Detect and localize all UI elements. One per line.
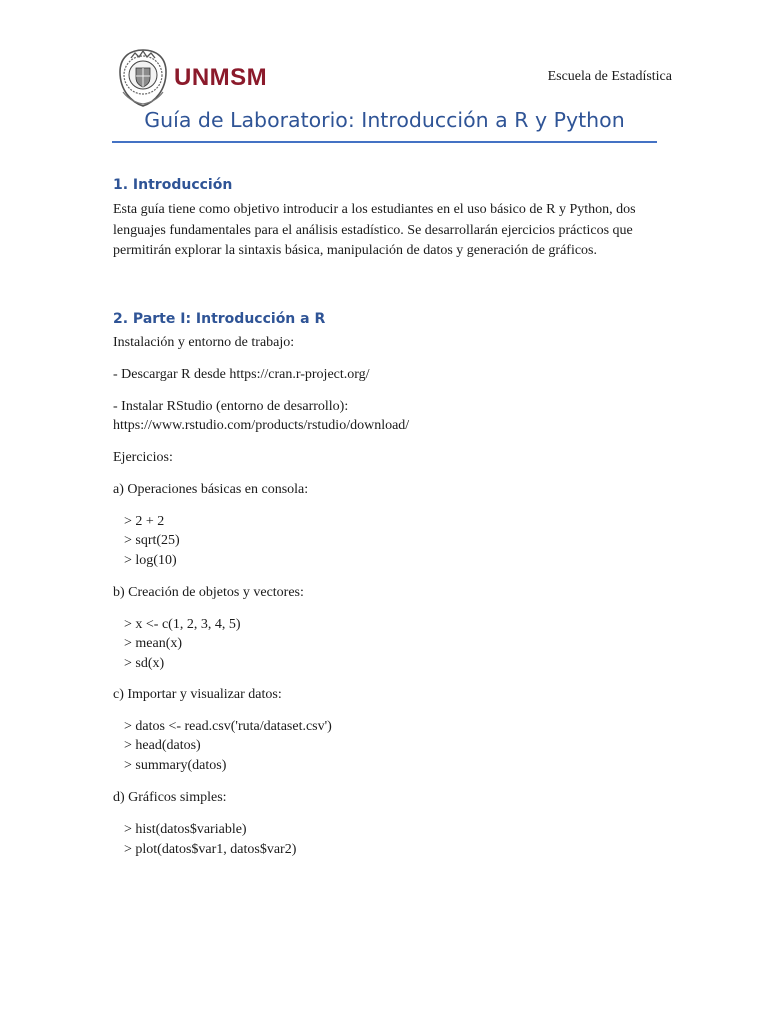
university-seal-icon [117,48,169,108]
code-line: > 2 + 2 [124,514,165,529]
exercise-b-label: b) Creación de objetos y vectores: [113,585,304,600]
code-line: > hist(datos$variable) [124,822,247,837]
install-label: Instalación y entorno de trabajo: [113,335,295,350]
exercise-a-label: a) Operaciones básicas en consola: [113,482,309,497]
code-line: > datos <- read.csv('ruta/dataset.csv') [124,719,332,734]
code-line: > sd(x) [124,656,165,671]
school-name: Escuela de Estadística [547,69,672,84]
code-line: > sqrt(25) [124,533,180,548]
code-line: > plot(datos$var1, datos$var2) [124,842,297,857]
code-line: > mean(x) [124,636,183,651]
code-line: > x <- c(1, 2, 3, 4, 5) [124,617,241,632]
title-divider [112,141,657,143]
rstudio-download-url: https://www.rstudio.com/products/rstudio/download/ [113,418,410,433]
code-line: > head(datos) [124,738,201,753]
university-name: UNMSM [174,64,268,91]
section-heading-introduction: 1. Introducción [113,177,233,193]
install-step-rstudio: - Instalar RStudio (entorno de desarrollo): [113,399,349,414]
code-line: > log(10) [124,553,177,568]
section-heading-part-r: 2. Parte I: Introducción a R [113,311,326,327]
document-title: Guía de Laboratorio: Introducción a R y Python [144,108,625,132]
introduction-paragraph: Esta guía tiene como objetivo introducir a los estudiantes en el uso básico de R y Python, dos lenguajes fundamentales para el análisis estadístico. Se desarrollarán ejercicios prácticos que permitirán explorar la sintaxis básica, manipulación de datos y generación de gráficos. [113,202,636,258]
page-header [112,44,672,112]
exercise-c-label: c) Importar y visualizar datos: [113,687,282,702]
code-line: > summary(datos) [124,758,227,773]
exercises-label: Ejercicios: [113,450,173,465]
install-step-r: - Descargar R desde https://cran.r-project.org/ [113,367,370,382]
exercise-d-label: d) Gráficos simples: [113,790,227,805]
